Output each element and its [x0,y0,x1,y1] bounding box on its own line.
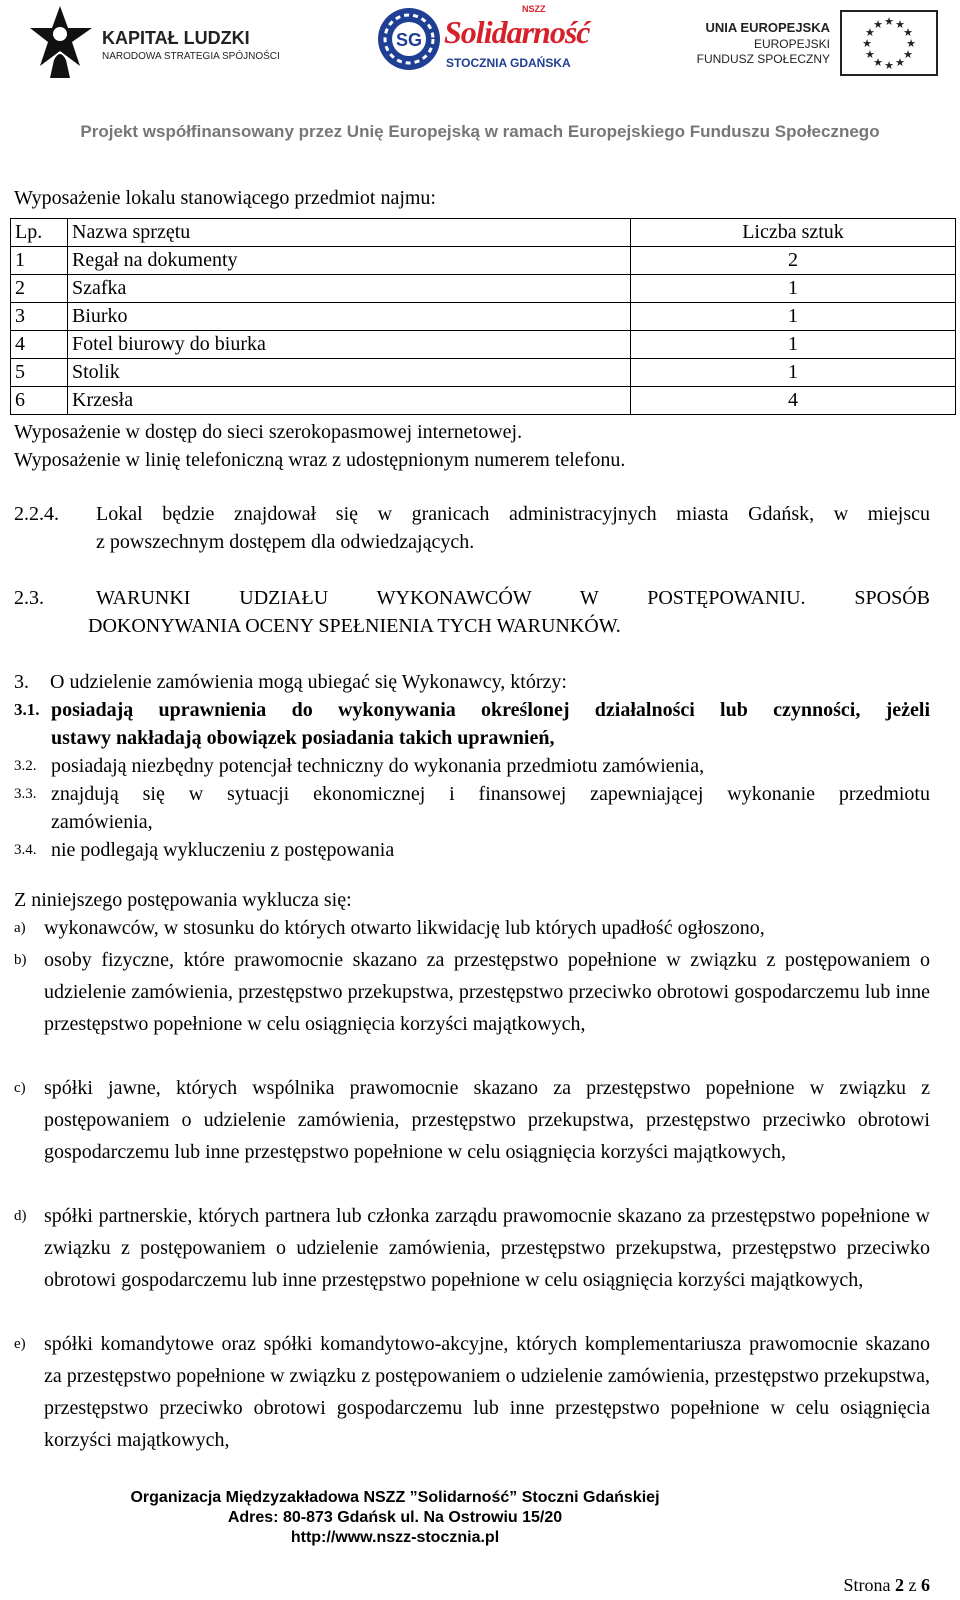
equipment-heading: Wyposażenie lokalu stanowiącego przedmiot najmu: [14,187,436,209]
table-row [11,359,956,387]
row-name: Regał na dokumenty [68,247,631,275]
stocznia-label: STOCZNIA GDAŃSKA [446,56,571,70]
item-number-3-3: 3.3. [14,786,37,802]
eu-star-icon: ★ [865,27,875,39]
solidarnosc-wordmark: Solidarność [444,14,590,50]
row-lp: 2 [11,275,68,303]
eu-star-icon: ★ [865,49,875,61]
eu-line1: UNIA EUROPEJSKA [705,20,830,35]
row-count: 1 [631,275,956,303]
eu-star-icon: ★ [906,38,916,50]
section-2-3-line1: WARUNKI UDZIAŁU WYKONAWCÓW W POSTĘPOWANIU. SPOSÓB [96,587,930,609]
row-count: 1 [631,303,956,331]
nszz-label: NSZZ [522,4,546,14]
table-row [11,331,956,359]
section-2-2-4-line2: z powszechnym dostępem dla odwiedzających. [96,531,475,553]
row-name: Szafka [68,275,631,303]
page-total: 6 [921,1575,930,1595]
eu-star-icon: ★ [884,16,894,28]
eu-star-icon: ★ [873,57,883,70]
equipment-table [10,218,956,415]
row-lp: 1 [11,247,68,275]
footer-organization: Organizacja Międzyzakładowa NSZZ ”Solidarność” Stoczni Gdańskiej [130,1489,660,1506]
funding-note: Projekt współfinansowany przez Unię Europejską w ramach Europejskiego Funduszu Społecznego [80,122,880,141]
eu-flag-icon [840,10,938,76]
row-lp: 5 [11,359,68,387]
section-3-text: O udzielenie zamówienia mogą ubiegać się Wykonawcy, którzy: [50,671,567,693]
row-lp: 4 [11,331,68,359]
eu-line3: FUNDUSZ SPOŁECZNY [696,52,830,66]
page-header [0,0,960,150]
eu-star-icon: ★ [895,18,905,31]
section-number-2-3: 2.3. [14,587,44,609]
row-count: 4 [631,387,956,415]
item-3-4-line1: nie podlegają wykluczeniu z postępowania [51,839,395,861]
table-row [11,247,956,275]
eu-star-icon: ★ [884,60,894,72]
column-header-count: Liczba sztuk [631,219,956,247]
exclusion-item-a: wykonawców, w stosunku do których otwarto likwidację lub których upadłość ogłoszono, [44,917,765,939]
exclusion-item-d: spółki partnerskie, których partnera lub członka zarządu prawomocnie skazano za przestępstwo popełnione w związku z postępowaniem o udzielenie zamówienia, przestępstwo przekupstwa, przestępstwo przeciwko obrotowi gospodarczemu lub inne przestępstwo popełnione w celu osiągnięcia korzyści majątkowych, [44,1205,930,1291]
section-number-3: 3. [14,671,29,693]
page-of: z [908,1575,917,1595]
row-count: 1 [631,331,956,359]
footer-url[interactable] [0,1528,790,1548]
eu-star-icon: ★ [903,27,913,39]
kapital-ludzki-title: KAPITAŁ LUDZKI [102,28,250,48]
section-2-3-line2: DOKONYWANIA OCENY SPEŁNIENIA TYCH WARUNKÓW. [88,615,621,637]
equipment-note-internet: Wyposażenie w dostęp do sieci szerokopasmowej internetowej. [14,421,523,443]
row-count: 2 [631,247,956,275]
item-3-3-line2: zamówienia, [51,811,153,833]
equipment-note-phone: Wyposażenie w linię telefoniczną wraz z udostępnionym numerem telefonu. [14,449,626,471]
exclusion-letter-e: e) [14,1336,26,1352]
exclusion-letter-c: c) [14,1080,26,1096]
item-3-1-line1: posiadają uprawnienia do wykonywania określonej działalności lub czynności, jeżeli [51,699,930,721]
exclusion-heading: Z niniejszego postępowania wyklucza się: [14,889,352,911]
section-2-2-4-line1: Lokal będzie znajdował się w granicach administracyjnych miasta Gdańsk, w miejscu [96,503,930,525]
footer-address: Adres: 80-873 Gdańsk ul. Na Ostrowiu 15/20 [227,1509,563,1526]
eu-star-icon: ★ [862,38,872,50]
exclusion-item-e: spółki komandytowe oraz spółki komandytowo-akcyjne, których komplementariusza prawomocnie skazano za przestępstwo popełnione w związku z postępowaniem o udzielenie zamówienia, przestępstwo przekupstwa, przestępstwo przeciwko obrotowi gospodarczemu lub inne przestępstwo popełnione w celu osiągnięcia korzyści majątkowych, [44,1333,930,1451]
exclusion-letter-d: d) [14,1208,27,1224]
exclusion-item-b: osoby fizyczne, które prawomocnie skazano za przestępstwo popełnione w związku z postępowaniem o udzielenie zamówienia, przestępstwo przekupstwa, przestępstwo przeciwko obrotowi gospodarczemu lub inne przestępstwo popełnione w celu osiągnięcia korzyści majątkowych, [44,949,930,1035]
exclusion-item-c: spółki jawne, których wspólnika prawomocnie skazano za przestępstwo popełnione w związku z postępowaniem o udzielenie zamówienia, przestępstwo przekupstwa, przestępstwo przeciwko obrotowi gospodarczemu lub inne przestępstwo popełnione w celu osiągnięcia korzyści majątkowych, [44,1077,930,1163]
page-number [844,1575,931,1596]
table-header-row [11,219,956,247]
eu-line2: EUROPEJSKI [753,37,830,51]
row-lp: 3 [11,303,68,331]
table-row [11,275,956,303]
item-number-3-2: 3.2. [14,758,37,774]
badge-label: SG [395,30,423,50]
item-3-2-line1: posiadają niezbędny potencjał techniczny do wykonania przedmiotu zamówienia, [51,755,705,777]
eu-star-icon: ★ [873,18,883,31]
eu-star-icon: ★ [903,49,913,61]
column-header-name: Nazwa sprzętu [68,219,631,247]
stocznia-badge-icon [376,6,442,72]
exclusion-letter-a: a) [14,920,26,936]
row-name: Biurko [68,303,631,331]
page-current: 2 [895,1575,904,1595]
item-3-1-line2: ustawy nakładają obowiązek posiadania takich uprawnień, [51,727,555,749]
row-name: Fotel biurowy do biurka [68,331,631,359]
item-3-3-line1: znajdują się w sytuacji ekonomicznej i finansowej zapewniającej wykonanie przedmiotu [51,783,930,805]
kapital-ludzki-subtitle: NARODOWA STRATEGIA SPÓJNOŚCI [102,51,280,62]
item-number-3-4: 3.4. [14,842,37,858]
table-row [11,303,956,331]
table-row [11,387,956,415]
exclusion-letter-b: b) [14,952,27,968]
section-number-2-2-4: 2.2.4. [14,503,59,525]
page-label: Strona [843,1575,891,1595]
footer-url-link[interactable]: http://www.nszz-stocznia.pl [290,1529,500,1546]
row-lp: 6 [11,387,68,415]
row-name: Stolik [68,359,631,387]
kapital-ludzki-logo-icon [30,4,94,78]
row-count: 1 [631,359,956,387]
item-number-3-1: 3.1. [14,700,40,719]
eu-star-icon: ★ [895,57,905,70]
column-header-lp: Lp. [11,219,68,247]
row-name: Krzesła [68,387,631,415]
